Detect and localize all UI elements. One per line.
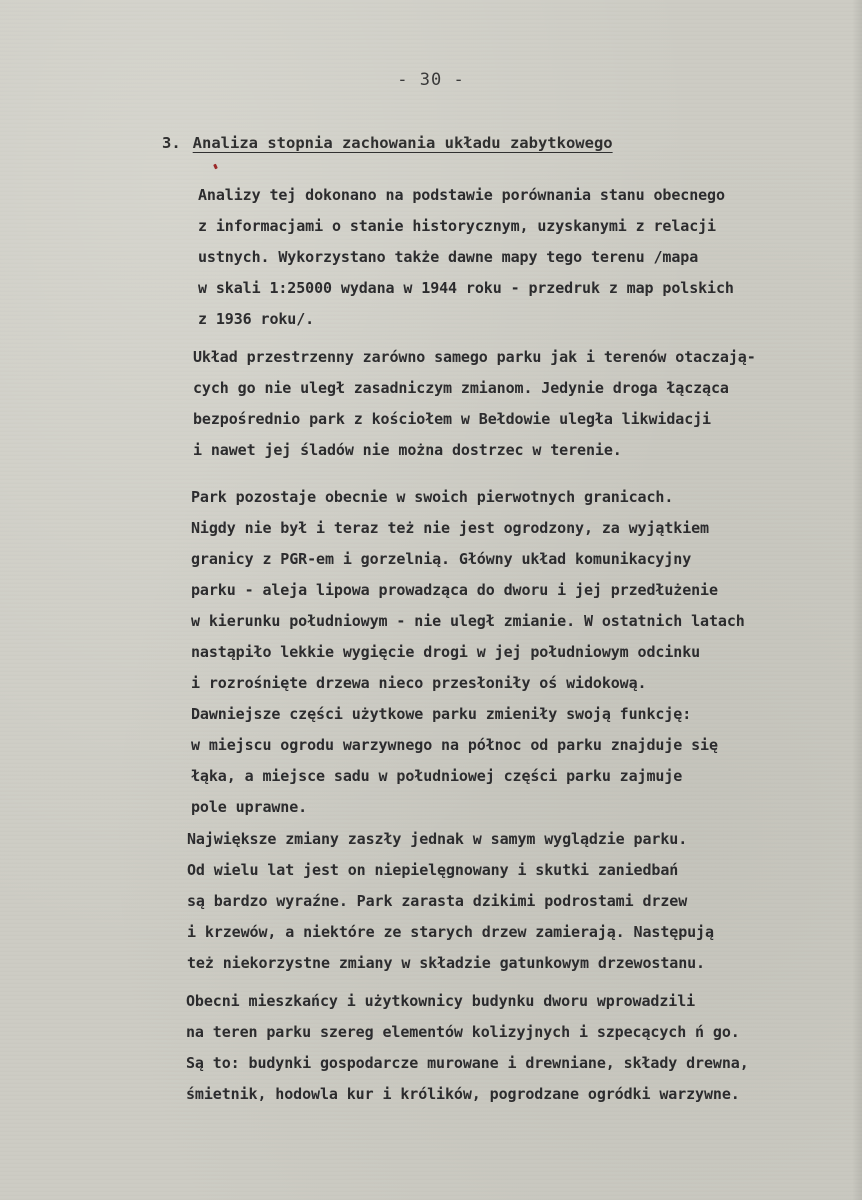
- text-line: parku - aleja lipowa prowadząca do dworu i jej przedłużenie: [191, 581, 718, 599]
- section-number: 3.: [162, 134, 181, 152]
- text-line: ustnych. Wykorzystano także dawne mapy tego terenu /mapa: [198, 248, 699, 266]
- text-line: bezpośrednio park z kościołem w Bełdowie uległa likwidacji: [193, 410, 711, 428]
- text-line: granicy z PGR-em i gorzelnią. Główny układ komunikacyjny: [191, 550, 692, 568]
- paragraph-sources: [198, 180, 858, 335]
- text-line: w miejscu ogrodu warzywnego na północ od parku znajduje się: [191, 736, 718, 754]
- paragraph-intrusive-elements: [186, 986, 846, 1110]
- text-line: Od wielu lat jest on niepielęgnowany i skutki zaniedbań: [187, 861, 679, 879]
- text-line: Obecni mieszkańcy i użytkownicy budynku dworu wprowadzili: [186, 992, 696, 1010]
- text-line: i rozrośnięte drzewa nieco przesłoniły oś widokową.: [191, 674, 647, 692]
- text-line: Są to: budynki gospodarcze murowane i drewniane, składy drewna,: [186, 1054, 749, 1072]
- text-line: Analizy tej dokonano na podstawie porównania stanu obecnego: [198, 186, 725, 204]
- text-line: Największe zmiany zaszły jednak w samym wyglądzie parku.: [187, 830, 688, 848]
- paragraph-greatest-changes: [187, 824, 847, 979]
- page-number: - 30 -: [397, 70, 465, 90]
- text-line: z 1936 roku/.: [198, 310, 315, 328]
- text-line: Park pozostaje obecnie w swoich pierwotnych granicach.: [191, 488, 674, 506]
- text-line: na teren parku szereg elementów kolizyjnych i szpecących ń go.: [186, 1023, 740, 1041]
- paragraph-spatial-layout: [193, 342, 853, 466]
- text-line: Nigdy nie był i teraz też nie jest ogrodzony, za wyjątkiem: [191, 519, 709, 537]
- text-line: śmietnik, hodowla kur i królików, pogrodzane ogródki warzywne.: [186, 1085, 740, 1103]
- section-heading: [162, 134, 613, 152]
- red-ink-mark: [213, 164, 218, 170]
- text-line: i krzewów, a niektóre ze starych drzew zamierają. Następują: [187, 923, 714, 941]
- text-line: łąka, a miejsce sadu w południowej części parku zajmuje: [191, 767, 683, 785]
- text-line: cych go nie uległ zasadniczym zmianom. Jedynie droga łącząca: [193, 379, 729, 397]
- text-line: w skali 1:25000 wydana w 1944 roku - przedruk z map polskich: [198, 279, 734, 297]
- text-line: też niekorzystne zmiany w składzie gatunkowym drzewostanu.: [187, 954, 705, 972]
- text-line: Układ przestrzenny zarówno samego parku jak i terenów otaczają-: [193, 348, 756, 366]
- text-line: i nawet jej śladów nie można dostrzec w terenie.: [193, 441, 622, 459]
- text-line: nastąpiło lekkie wygięcie drogi w jej południowym odcinku: [191, 643, 701, 661]
- text-line: z informacjami o stanie historycznym, uzyskanymi z relacji: [198, 217, 716, 235]
- text-line: pole uprawne.: [191, 798, 308, 816]
- paragraph-park-boundaries: [191, 482, 851, 823]
- section-title: Analiza stopnia zachowania układu zabytkowego: [192, 134, 613, 152]
- text-line: Dawniejsze części użytkowe parku zmieniły swoją funkcję:: [191, 705, 692, 723]
- text-line: są bardzo wyraźne. Park zarasta dzikimi podrostami drzew: [187, 892, 688, 910]
- text-line: w kierunku południowym - nie uległ zmianie. W ostatnich latach: [191, 612, 745, 630]
